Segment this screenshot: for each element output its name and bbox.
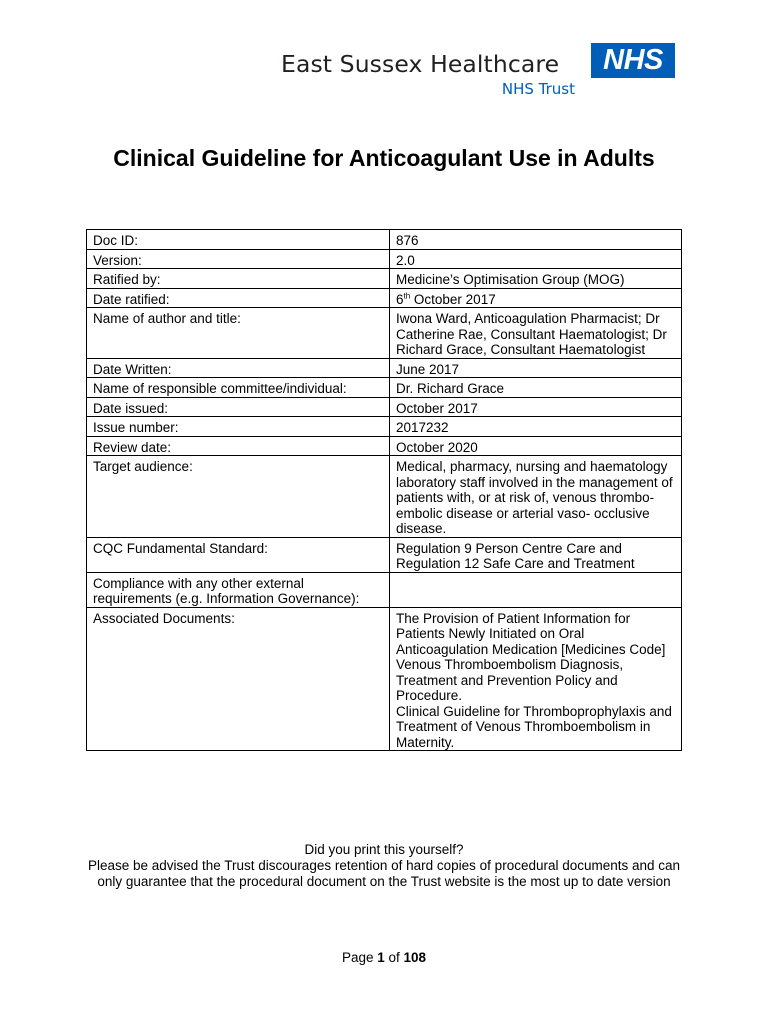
date-ordinal-suffix: th xyxy=(403,291,411,300)
page-footer xyxy=(84,950,684,965)
nhs-trust-label: NHS Trust xyxy=(501,80,575,98)
row-value: October 2020 xyxy=(389,436,681,456)
table-row xyxy=(87,269,682,289)
row-value: Regulation 9 Person Centre Care and Regulation 12 Safe Care and Treatment xyxy=(389,537,681,572)
row-value xyxy=(389,607,681,751)
row-value: 876 xyxy=(389,230,681,250)
row-label: Target audience: xyxy=(87,456,390,538)
row-label: Name of author and title: xyxy=(87,308,390,359)
page-header xyxy=(281,40,681,102)
row-label: Doc ID: xyxy=(87,230,390,250)
page-current: 1 xyxy=(377,950,385,965)
print-notice-message: Please be advised the Trust discourages retention of hard copies of procedural documents and can only guarantee that the procedural document on the Trust website is the most up to date version xyxy=(87,858,681,889)
table-row xyxy=(87,378,682,398)
table-row xyxy=(87,308,682,359)
associated-document: Clinical Guideline for Thromboprophylaxis and Treatment of Venous Thromboembolism in Maternity. xyxy=(395,703,672,750)
table-row xyxy=(87,607,682,751)
table-row xyxy=(87,417,682,437)
row-value: 2.0 xyxy=(389,249,681,269)
row-label: Associated Documents: xyxy=(87,607,390,751)
nhs-logo: NHS xyxy=(591,43,675,78)
associated-document: The Provision of Patient Information for Patients Newly Initiated on Oral Anticoagulation Medication [Medicines Code] xyxy=(395,610,666,657)
row-label: Compliance with any other external requirements (e.g. Information Governance): xyxy=(87,572,390,607)
date-day: 6 xyxy=(395,291,404,307)
row-label: Review date: xyxy=(87,436,390,456)
row-value: Dr. Richard Grace xyxy=(389,378,681,398)
row-value: June 2017 xyxy=(389,358,681,378)
row-label: Version: xyxy=(87,249,390,269)
table-row xyxy=(87,456,682,538)
row-label: Date ratified: xyxy=(87,288,390,308)
page-total: 108 xyxy=(403,950,427,965)
table-row xyxy=(87,397,682,417)
document-info-table xyxy=(86,229,682,751)
row-value: Medical, pharmacy, nursing and haematology laboratory staff involved in the management of patients with, or at risk of, venous thrombo-embolic disease or arterial vaso- occlusive disease. xyxy=(389,456,681,538)
row-value: 2017232 xyxy=(389,417,681,437)
row-label: Date issued: xyxy=(87,397,390,417)
table-row xyxy=(87,572,682,607)
row-value xyxy=(389,572,681,607)
date-rest: October 2017 xyxy=(410,291,496,307)
table-row xyxy=(87,436,682,456)
print-notice xyxy=(84,842,684,890)
document-title: Clinical Guideline for Anticoagulant Use in Adults xyxy=(113,145,655,171)
row-label: Ratified by: xyxy=(87,269,390,289)
page-prefix: Page xyxy=(341,950,378,965)
table-row xyxy=(87,537,682,572)
row-value xyxy=(389,288,681,308)
associated-document: Venous Thromboembolism Diagnosis, Treatment and Prevention Policy and Procedure. xyxy=(395,657,624,703)
row-label: CQC Fundamental Standard: xyxy=(87,537,390,572)
row-value: October 2017 xyxy=(389,397,681,417)
row-label: Date Written: xyxy=(87,358,390,378)
print-notice-question: Did you print this yourself? xyxy=(304,842,464,857)
page-of: of xyxy=(384,950,404,965)
row-label: Name of responsible committee/individual: xyxy=(87,378,390,398)
row-value: Medicine’s Optimisation Group (MOG) xyxy=(389,269,681,289)
table-row xyxy=(87,249,682,269)
row-label: Issue number: xyxy=(87,417,390,437)
organisation-name: East Sussex Healthcare xyxy=(281,50,560,78)
table-row xyxy=(87,358,682,378)
table-row xyxy=(87,230,682,250)
table-row xyxy=(87,288,682,308)
row-value: Iwona Ward, Anticoagulation Pharmacist; Dr Catherine Rae, Consultant Haematologist; Dr Richard Grace, Consultant Haematologist xyxy=(389,308,681,359)
